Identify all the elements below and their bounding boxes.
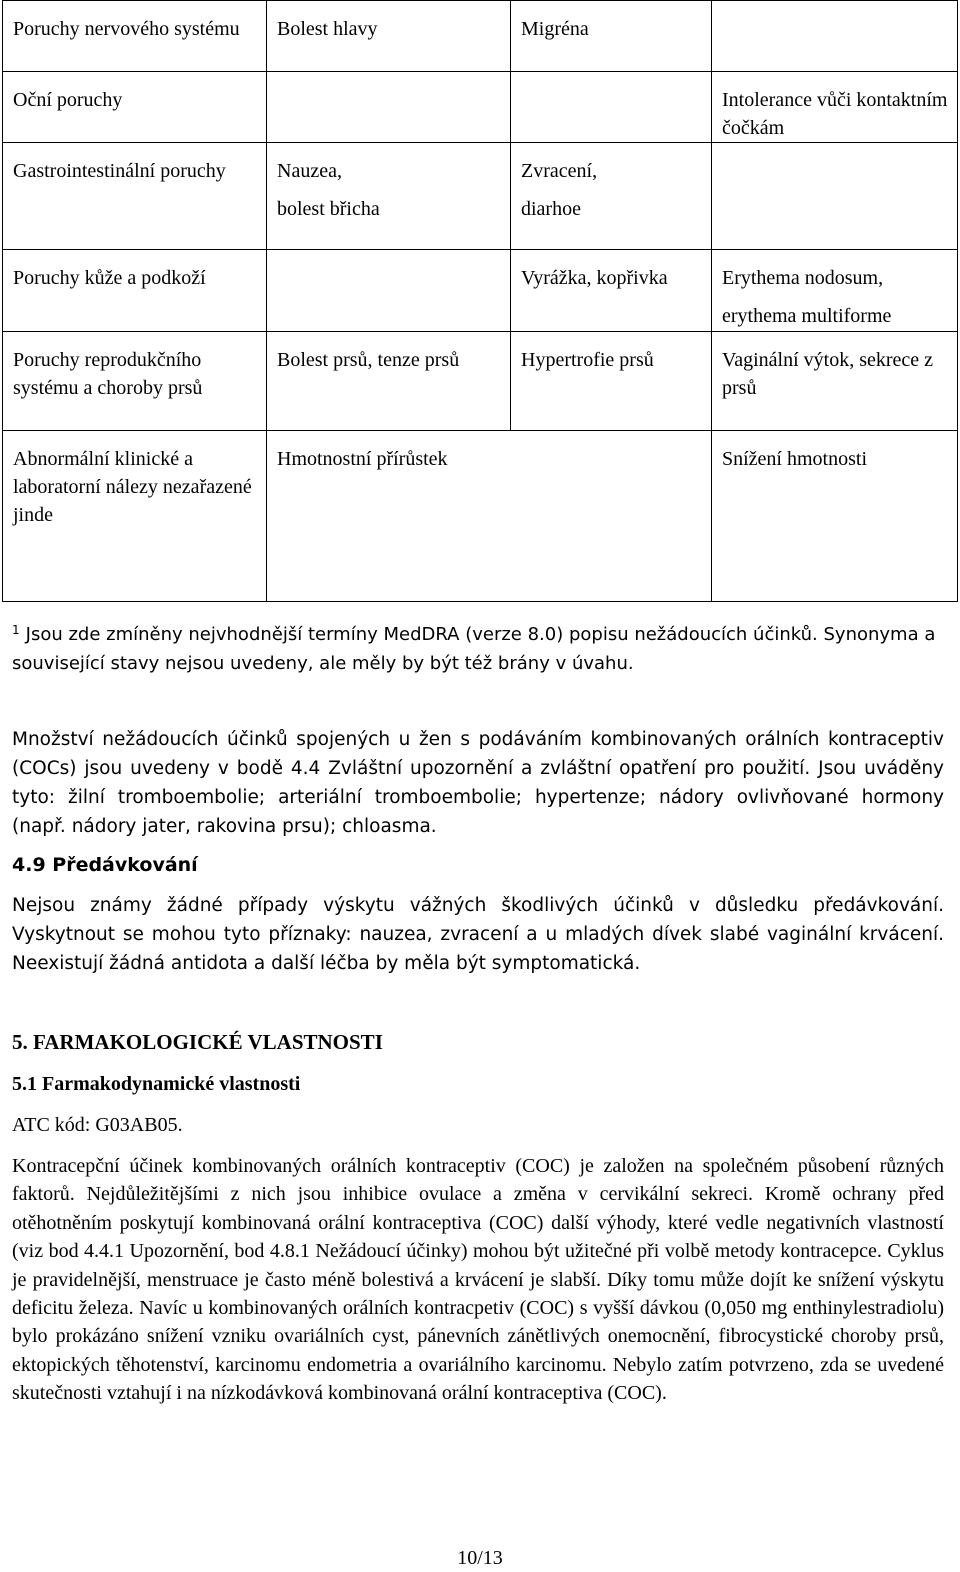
- table-cell: [712, 1, 958, 72]
- page-number: 10/13: [457, 1547, 503, 1569]
- table-cell: Intolerance vůči kontaktním čočkám: [712, 72, 958, 143]
- organ-class-cell: Poruchy nervového systému: [3, 1, 267, 72]
- table-cell: Hmotnostní přírůstek: [267, 431, 712, 602]
- table-row: [3, 1, 958, 72]
- table-row: [3, 332, 958, 431]
- organ-class-cell: Gastrointestinální poruchy: [3, 143, 267, 250]
- table-row: [3, 72, 958, 143]
- cocs-paragraph: Množství nežádoucích účinků spojených u žen s podáváním kombinovaných orálních kontraceptiv (COCs) jsou uvedeny v bodě 4.4 Zvláštní upozornění a zvláštní opatření pro použití. Jsou uváděny tyto: žilní tromboembolie; arteriální tromboembolie; hypertenze; nádory ovlivňované hormony (např. nádory jater, rakovina prsu); chloasma.: [12, 729, 944, 837]
- cell-line: bolest břicha: [277, 198, 380, 220]
- section-5-heading: 5. FARMAKOLOGICKÉ VLASTNOSTI: [12, 1030, 383, 1054]
- organ-class-cell: Abnormální klinické a laboratorní nálezy nezařazené jinde: [3, 431, 267, 602]
- table-cell: [267, 143, 511, 250]
- table-cell: Bolest hlavy: [267, 1, 511, 72]
- section-4-9-heading: 4.9 Předávkování: [12, 854, 198, 876]
- table-cell: Vyrážka, kopřivka: [511, 250, 712, 332]
- organ-class-cell: Poruchy kůže a podkoží: [3, 250, 267, 332]
- cell-line: Nauzea,: [277, 160, 342, 182]
- table-row: [3, 250, 958, 332]
- table-row: [3, 431, 958, 602]
- footnote-marker: 1: [12, 623, 20, 637]
- table-cell: [511, 143, 712, 250]
- cell-line: Zvracení,: [521, 160, 598, 182]
- table-cell: Migréna: [511, 1, 712, 72]
- cell-line: erythema multiforme: [722, 305, 892, 327]
- organ-class-cell: Oční poruchy: [3, 72, 267, 143]
- organ-class-cell: Poruchy reprodukčního systému a choroby prsů: [3, 332, 267, 431]
- adverse-effects-table: [2, 0, 958, 602]
- table-row: [3, 143, 958, 250]
- table-cell: [267, 250, 511, 332]
- table-footnote: [12, 620, 944, 678]
- table-cell: [712, 143, 958, 250]
- footnote-text: Jsou zde zmíněny nejvhodnější termíny MedDRA (verze 8.0) popisu nežádoucích účinků. Synonyma a související stavy nejsou uvedeny, ale měly by být též brány v úvahu.: [12, 624, 936, 674]
- atc-code: ATC kód: G03AB05.: [12, 1114, 183, 1136]
- table-cell: Bolest prsů, tenze prsů: [267, 332, 511, 431]
- section-5-1-heading: 5.1 Farmakodynamické vlastnosti: [12, 1073, 301, 1095]
- table-cell: [267, 72, 511, 143]
- section-4-9-text: Nejsou známy žádné případy výskytu vážných škodlivých účinků v důsledku předávkování. Vyskytnout se mohou tyto příznaky: nauzea, zvracení a u mladých dívek slabé vaginální krvácení. Neexistují žádná antidota a další léčba by měla být symptomatická.: [12, 895, 944, 974]
- section-5-1-text: Kontracepční účinek kombinovaných orálních kontraceptiv (COC) je založen na společném působení různých faktorů. Nejdůležitějšími z nich jsou inhibice ovulace a změna v cervikální sekreci. Kromě ochrany před otěhotněním poskytují kombinovaná orální kontraceptiva (COC) další výhody, které vedle negativních vlastností (viz bod 4.4.1 Upozornění, bod 4.8.1 Nežádoucí účinky) mohou být užitečné při volbě metody kontracepce. Cyklus je pravidelnější, menstruace je často méně bolestivá a krvácení je slabší. Díky tomu může dojít ke snížení výskytu deficitu železa. Navíc u kombinovaných orálních kontracpetiv (COC) s vyšší dávkou (0,050 mg enthinylestradiolu) bylo prokázáno snížení vzniku ovariálních cyst, pánevních zánětlivých onemocnění, fibrocystické choroby prsů, ektopických těhotenství, karcinomu endometria a ovariálního karcinomu. Nebylo zatím potvrzeno, zda se uvedené skutečnosti vztahují i na nízkodávková kombinovaná orální kontraceptiva (COC).: [12, 1155, 944, 1405]
- table-cell: Snížení hmotnosti: [712, 431, 958, 602]
- table-cell: Hypertrofie prsů: [511, 332, 712, 431]
- cell-line: diarhoe: [521, 198, 581, 220]
- table-cell: [712, 250, 958, 332]
- cell-line: Erythema nodosum,: [722, 267, 884, 289]
- table-cell: [511, 72, 712, 143]
- table-cell: Vaginální výtok, sekrece z prsů: [712, 332, 958, 431]
